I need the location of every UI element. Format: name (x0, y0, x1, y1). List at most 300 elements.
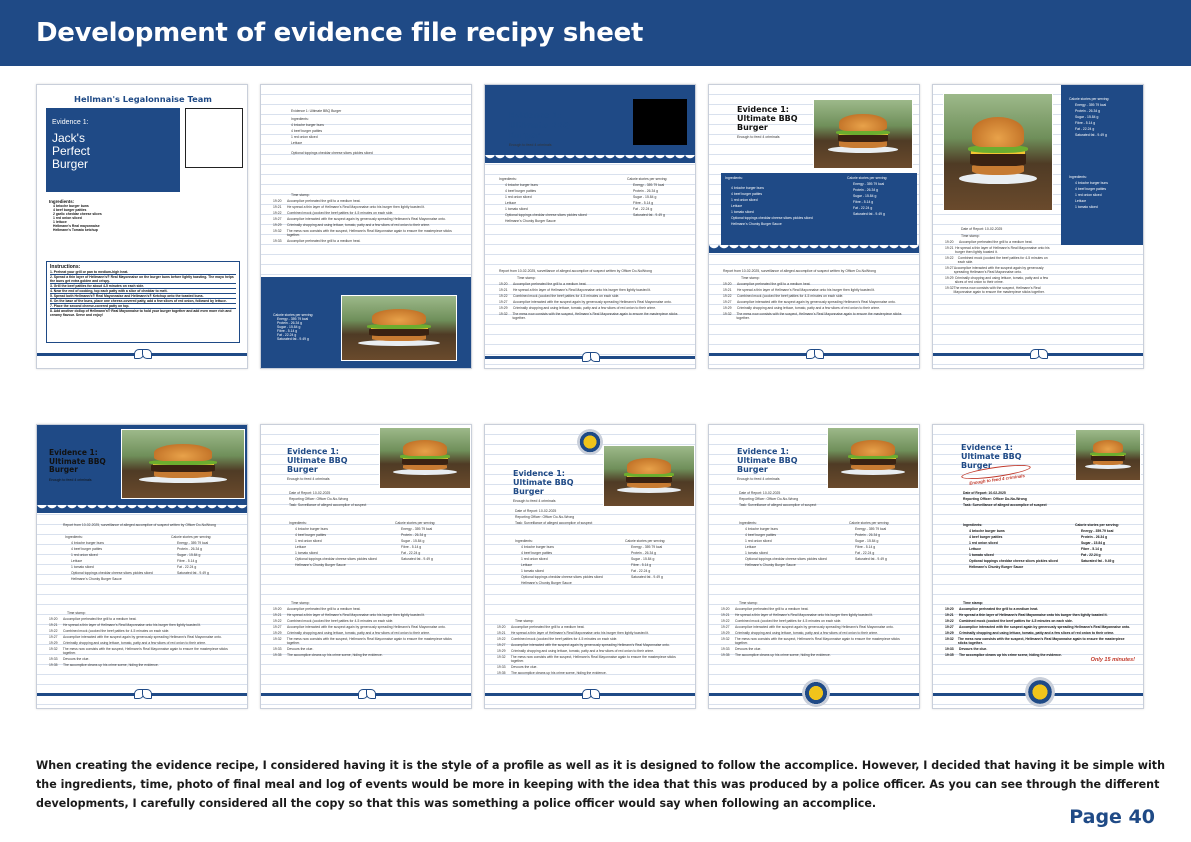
evidence-title: Evidence 1: (737, 447, 789, 456)
log-row: 19:20 Accomplice preheated the grill to a medium heat. (723, 282, 811, 286)
ingredient-item: 1 red onion sliced (291, 135, 318, 139)
log-row: 19:35 The accomplice cleans up his crime scene, hiding the evidence. (273, 653, 383, 657)
calorie-item: Sugar - 15.84 g (277, 325, 301, 329)
calorie-item: Protein - 26.34 g (631, 551, 657, 555)
instruction-step: 7. Place the second cheese-covered patty on top. (50, 304, 236, 309)
officer-line: Reporting Officer: Officer Do-No-Wrong (739, 497, 799, 501)
ingredient-item: Optional toppings cheddar cheese slices pickles sliced (505, 213, 587, 217)
bow-icon (358, 689, 376, 699)
draft-sheet-8 (484, 424, 696, 709)
log-row: 19:27 Accomplice interacted with the suspect again by generously spreading Hellmann's Real Mayonnaise onto. (273, 217, 446, 221)
ingredient-item: Optional toppings cheddar cheese slices pickles sliced (291, 151, 373, 155)
time-stamp-heading: Time stamp: (291, 193, 310, 197)
ingredient-item: 4 brioche burger buns (969, 529, 1005, 533)
time-stamp-heading: Time stamp: (963, 601, 983, 605)
calorie-item: Energy - 359.79 kcal (631, 545, 663, 549)
ingredient-item: Hellmann's Chunky Burger Sauce (731, 222, 782, 226)
calorie-item: Sugar - 15.84 g (853, 194, 877, 198)
log-row: 19:20 Accomplice preheated the grill to a medium heat. (945, 607, 1039, 611)
log-row: 19:29 Criminally chopping and using lettuce, tomato, patty and a few slices of red onion to their crime. (945, 631, 1115, 635)
log-row: 19:22 Combined mock (cooked the beef patties for 4-5 minutes on each side. (721, 619, 842, 623)
calories-heading: Calorie stories per serving: (1075, 523, 1119, 527)
ingredient-item: 1 tomato sliced (969, 553, 994, 557)
instruction-step: 8. Add another dollop of Hellmann's® Real Mayonnaise to hold your burger together and add even more rich and creamy flavour. Serve and enjoy! (50, 309, 232, 317)
evidence-title: Evidence 1: (961, 443, 1013, 452)
time-stamp-heading: Time stamp: (739, 601, 758, 605)
ingredients-heading: Ingredients: (289, 521, 307, 525)
sheet9-log (721, 601, 911, 657)
log-row: 19:29 Criminally chopping and using lettuce, tomato, patty and a few slices of red onion to their crime. (273, 631, 431, 635)
stamp-text: Enough to feed 4 criminals (968, 473, 1026, 486)
draft-sheet-3 (484, 84, 696, 369)
sheet4-log (723, 269, 909, 320)
instructions-heading: Instructions: (50, 264, 81, 270)
date-line: Date of Report: 10-02-2025 (515, 509, 557, 513)
calorie-item: Saturated fat - 9.49 g (633, 213, 665, 217)
sheet6-title (49, 449, 109, 482)
sheet3-ingredients (499, 177, 595, 223)
sheet7-calories (395, 521, 435, 561)
log-row: 19:32 The mess now consists with the suspect, Hellmann's Real Mayonnaise again to ensure the masterpiece sticks together. (945, 637, 1125, 645)
instruction-step: 1. Preheat your grill or pan to medium-high heat. (50, 270, 236, 275)
calorie-item: Sugar - 15.84 g (1081, 541, 1106, 545)
only-15-minutes-label: Only 15 minutes! (1090, 657, 1135, 663)
sheet6-ingredients (65, 535, 153, 581)
ingredient-item: Hellmann's Chunky Burger Sauce (505, 219, 556, 223)
task-line: Task: Surveillance of alleged accomplice of suspect (515, 521, 593, 525)
ingredient-item: Lettuce (71, 559, 83, 563)
calorie-item: Sugar - 15.84 g (855, 539, 879, 543)
calorie-item: Saturated fat - 9.49 g (853, 212, 885, 216)
page-number: Page 40 (1069, 806, 1155, 828)
profile-panel (46, 108, 180, 192)
police-crest-icon (577, 429, 603, 455)
police-crest-icon (802, 679, 830, 707)
time-stamp-heading: Time stamp: (961, 234, 980, 238)
evidence-title: Ultimate BBQ Burger (513, 478, 574, 496)
date-line: Date of Report: 10-02-2025 (961, 227, 1003, 231)
ingredients-panel (721, 173, 917, 245)
ingredient-item: 4 beef burger patties (505, 189, 537, 193)
burger-photo (121, 429, 245, 499)
ingredients-heading: Ingredients: (291, 117, 309, 121)
calorie-item: Protein - 26.34 g (853, 188, 879, 192)
ingredient-item: Lettuce (1075, 199, 1087, 203)
sheet2-log (273, 193, 463, 243)
log-row: 19:27 Accomplice interacted with the suspect again by generously spreading Hellmann's Real Mayonnaise onto. (945, 266, 1044, 274)
calorie-item: Sugar - 15.84 g (633, 195, 657, 199)
sheet9-report-meta (739, 491, 816, 507)
evidence-title: Evidence 1: (287, 447, 339, 456)
instructions-box (46, 261, 240, 343)
ingredient-item: Optional toppings cheddar cheese slices pickles sliced (295, 557, 377, 561)
calorie-item: Sugar - 15.84 g (631, 557, 655, 561)
enough-line: Enough to feed 4 criminals (49, 477, 92, 482)
ingredient-item: 2 garlic cheddar cheese slices (53, 212, 102, 216)
burger-photo (379, 427, 471, 489)
calorie-item: Fat - 22.24 g (853, 206, 873, 210)
ingredient-item: 4 brioche burger buns (731, 186, 764, 190)
evidence-title: Evidence 1: Ultimate BBQ Burger (509, 111, 570, 140)
log-row: 19:21 He spread a thin layer of Hellmann's Real Mayonnaise onto his burger then lightly toasted it. (497, 631, 650, 635)
instruction-step: 4. Near the end of cooking, top each patty with a slice of cheddar to melt. (50, 289, 236, 294)
officer-line: Reporting Officer: Officer Do-No-Wrong (289, 497, 349, 501)
calorie-item: Fat - 22.24 g (1075, 127, 1095, 131)
ingredients-list (731, 184, 813, 226)
calories-heading: Calorie stories per serving: (847, 176, 888, 180)
time-stamp-heading: Time stamp: (291, 601, 310, 605)
ingredient-item: Lettuce (731, 204, 743, 208)
log-row: 19:32 The mess now consists with the suspect, Hellmann's Real Mayonnaise again to ensure the masterpiece sticks together. (945, 286, 1045, 294)
calories-heading: Calorie stories per serving: (1069, 97, 1110, 101)
sheet7-title (287, 447, 377, 481)
log-row: 19:20 Accomplice preheated the grill to a medium heat. (945, 240, 1033, 244)
ingredient-item: 4 beef burger patties (295, 533, 327, 537)
log-row: 19:21 He spread a thin layer of Hellmann's Real Mayonnaise onto his burger then lightly toasted it. (273, 613, 426, 617)
ingredient-item: 1 red onion sliced (53, 216, 82, 220)
calorie-item: Fibre - 5.14 g (631, 563, 652, 567)
ingredient-item: 1 tomato sliced (521, 569, 544, 573)
draft-sheet-2 (260, 84, 472, 369)
sheet1-ingredients (49, 200, 102, 232)
ingredients-heading: Ingredients: (1069, 175, 1087, 179)
calorie-item: Protein - 26.34 g (177, 547, 203, 551)
log-row: 19:32 The mess now consists with the suspect, Hellmann's Real Mayonnaise again to ensure the masterpiece sticks together. (273, 637, 452, 645)
log-row: 19:32 The mess now consists with the suspect, Hellmann's Real Mayonnaise again to ensure the masterpiece sticks together. (49, 647, 228, 655)
ingredient-item: Lettuce (505, 201, 517, 205)
calorie-item: Fat - 22.24 g (631, 569, 651, 573)
calorie-item: Energy - 359.79 kcal (277, 317, 309, 321)
time-stamp-heading: Time stamp: (515, 619, 534, 623)
ingredient-item: 4 beef burger patties (1075, 187, 1107, 191)
ingredient-item: 1 tomato sliced (1075, 205, 1098, 209)
calorie-item: Fat - 22.24 g (401, 551, 421, 555)
draft-sheet-7 (260, 424, 472, 709)
log-row: 19:32 The mess now consists with the suspect, Hellmann's Real Mayonnaise again to ensure the masterpiece sticks together. (723, 312, 902, 320)
calorie-item: Fibre - 5.14 g (853, 200, 874, 204)
ingredient-item: Hellmann's Chunky Burger Sauce (969, 565, 1024, 569)
calorie-item: Fibre - 5.14 g (1081, 547, 1102, 551)
ingredients-heading: Ingredients: (499, 177, 517, 181)
officer-line: Reporting Officer: Officer Do-No-Wrong (963, 497, 1027, 501)
sheet10-calories (1075, 523, 1119, 563)
ingredient-item: 1 tomato sliced (505, 207, 528, 211)
calorie-item: Sugar - 15.84 g (1075, 115, 1099, 119)
calorie-item: Fibre - 5.14 g (1075, 121, 1096, 125)
ingredient-item: 4 beef burger patties (969, 535, 1003, 539)
calorie-item: Fat - 22.24 g (177, 565, 197, 569)
sheet10-report-meta (963, 491, 1047, 507)
enough-line: Enough to feed 4 criminals (737, 477, 780, 481)
log-row: 19:33 Devours the clue. (497, 665, 538, 669)
log-row: 19:35 The accomplice cleans up his crime scene, hiding the evidence. (945, 653, 1062, 657)
calorie-item: Saturated fat - 9.49 g (177, 571, 209, 575)
log-row: 19:27 Accomplice interacted with the suspect again by generously spreading Hellmann's Real Mayonnaise onto. (721, 625, 894, 629)
calorie-item: Energy - 359.79 kcal (633, 183, 665, 187)
calorie-item: Saturated fat - 9.49 g (401, 557, 433, 561)
calorie-item: Saturated fat - 9.49 g (1075, 133, 1107, 137)
burger-photo (603, 445, 695, 507)
log-row: 19:20 Accomplice preheated the grill to a medium heat. (273, 199, 361, 203)
burger-photo (813, 99, 913, 169)
log-row: 19:22 Combined mock (cooked the beef patties for 4-5 minutes on each side. (497, 637, 618, 641)
photo-placeholder (185, 108, 243, 168)
log-row: 19:21 He spread a thin layer of Hellmann's Real Mayonnaise onto his burger then lightly toasted it. (945, 246, 1050, 254)
ingredient-item: Hellmann's Real mayonnaise (53, 224, 100, 228)
sheet3-title (509, 111, 589, 147)
evidence-title-small: Evidence 1: Ultimate BBQ Burger (291, 109, 342, 113)
log-row: 19:27 Accomplice interacted with the suspect again by generously spreading Hellmann's Real Mayonnaise onto. (49, 635, 222, 639)
ingredient-item: Lettuce (745, 545, 757, 549)
ingredients-heading: Ingredients: (49, 199, 75, 204)
log-row: 19:32 The mess now consists with the suspect, Hellmann's Real Mayonnaise again to ensure the masterpiece sticks together. (721, 637, 900, 645)
log-row: 19:21 He spread a thin layer of Hellmann's Real Mayonnaise onto his burger then lightly toasted it. (723, 288, 876, 292)
log-row: 19:27 Accomplice interacted with the suspect again by generously spreading Hellmann's Real Mayonnaise onto. (723, 300, 896, 304)
report-line: Report from 10-02-2025, surveillance of alleged accomplice of suspect written by Officer Do-NoWrong (63, 523, 216, 527)
sheet6-report (63, 523, 243, 527)
wave-divider (485, 155, 695, 163)
wave-divider (37, 505, 247, 513)
ingredient-item: Hellmann's Chunky Burger Sauce (745, 563, 796, 567)
evidence-title: Evidence 1: (49, 448, 98, 457)
log-row: 19:22 Combined mock (cooked the beef patties for 4-5 minutes on each side. (499, 294, 620, 298)
burger-photo (827, 427, 919, 489)
evidence-title: Evidence 1: (513, 469, 565, 478)
calorie-item: Fibre - 5.14 g (277, 329, 298, 333)
sheet8-log (497, 619, 687, 675)
sheet4-title (737, 105, 809, 139)
calorie-item: Energy - 359.79 kcal (1075, 103, 1107, 107)
calorie-item: Protein - 26.34 g (401, 533, 427, 537)
sheet8-ingredients (515, 539, 603, 585)
log-row: 19:20 Accomplice preheated the grill to a medium heat. (499, 282, 587, 286)
ingredient-item: 1 red onion sliced (505, 195, 532, 199)
sheet6-calories (171, 535, 211, 575)
ingredients-heading: Ingredients: (963, 523, 983, 527)
ingredient-item: Hellmann's Chunky Burger Sauce (71, 577, 122, 581)
image-placeholder-black (633, 99, 687, 145)
sheet9-calories (849, 521, 889, 561)
draft-sheet-9 (708, 424, 920, 709)
log-row: 19:29 Criminally chopping and using lettuce, tomato, patty and a few slices of red onion to their crime. (945, 276, 1049, 284)
ingredient-item: 1 tomato sliced (731, 210, 754, 214)
enough-line: Enough to feed 4 criminals (509, 143, 552, 147)
ingredients-heading: Ingredients: (65, 535, 83, 539)
log-row: 19:27 Accomplice interacted with the suspect again by generously spreading Hellmann's Real Mayonnaise onto. (497, 643, 670, 647)
bow-icon (134, 689, 152, 699)
calorie-item: Protein - 26.34 g (277, 321, 303, 325)
date-line: Date of Report: 10-02-2025 (963, 491, 1006, 495)
ingredient-item: 1 tomato sliced (745, 551, 768, 555)
log-row: 19:35 The accomplice cleans up his crime scene, hiding the evidence. (721, 653, 831, 657)
calorie-item: Saturated fat - 9.49 g (277, 337, 309, 341)
ingredient-item: 1 red onion sliced (969, 541, 998, 545)
log-row: 19:27 Accomplice interacted with the suspect again by generously spreading Hellmann's Real Mayonnaise onto. (499, 300, 672, 304)
log-row: 19:20 Accomplice preheated the grill to a medium heat. (49, 617, 137, 621)
log-row: 19:29 Criminally chopping and using lettuce, tomato, patty and a few slices of red onion to their crime. (497, 649, 655, 653)
ingredient-item: 1 red onion sliced (71, 553, 98, 557)
calories-heading: Calorie stories per serving: (849, 521, 890, 525)
ingredient-item: 4 beef burger patties (291, 129, 323, 133)
ingredient-item: 4 brioche burger buns (1075, 181, 1108, 185)
log-row: 19:33 Devours the clue. (49, 657, 90, 661)
log-row: 19:22 Combined mock (cooked the beef patties for 4-5 minutes on each side. (723, 294, 844, 298)
draft-sheet-10 (932, 424, 1144, 709)
ingredient-item: 1 red onion sliced (731, 198, 758, 202)
sheet7-report-meta (289, 491, 366, 507)
log-row: 19:32 The mess now consists with the suspect, Hellmann's Real Mayonnaise again to ensure the masterpiece sticks together. (497, 655, 676, 663)
log-row: 19:29 Criminally chopping and using lettuce, tomato, patty and a few slices of red onion to their crime. (721, 631, 879, 635)
ingredient-item: Lettuce (291, 141, 303, 145)
log-row: 19:22 Combined mock (cooked the beef patties for 4-5 minutes on each side. (49, 629, 170, 633)
calorie-item: Energy - 359.79 kcal (855, 527, 887, 531)
wave-divider (709, 245, 919, 253)
ingredient-item: 1 lettuce (53, 220, 67, 224)
log-row: 19:20 Accomplice preheated the grill to a medium heat. (273, 607, 361, 611)
ingredient-item: 1 red onion sliced (1075, 193, 1102, 197)
calories-heading: Calorie stories per serving: (171, 535, 212, 539)
calorie-item: Fat - 22.24 g (855, 551, 875, 555)
date-line: Date of Report: 10-02-2025 (289, 491, 331, 495)
log-row: 19:20 Accomplice preheated the grill to a medium heat. (497, 625, 585, 629)
ingredient-item: 4 brioche burger buns (71, 541, 104, 545)
log-row: 19:29 Criminally chopping and using lettuce, tomato, patty and a few slices of red onion to their crime. (273, 223, 431, 227)
calorie-item: Fibre - 5.14 g (401, 545, 422, 549)
calorie-item: Protein - 26.34 g (855, 533, 881, 537)
sheet8-calories (625, 539, 665, 579)
log-row: 19:33 Devours the clue. (721, 647, 762, 651)
draft-sheet-5 (932, 84, 1144, 369)
enough-line: Enough to feed 4 criminals (513, 499, 556, 503)
calorie-item: Fat - 22.24 g (277, 333, 297, 337)
ingredient-item: Lettuce (295, 545, 307, 549)
log-row: 19:27 Accomplice interacted with the suspect again by generously spreading Hellmann's Real Mayonnaise onto. (273, 625, 446, 629)
bow-icon (134, 349, 152, 359)
wave-divider (261, 277, 471, 285)
ingredient-item: 1 tomato sliced (295, 551, 318, 555)
calorie-item: Saturated fat - 9.49 g (855, 557, 887, 561)
log-row: 19:22 Combined mock (cooked the beef patties for 4-5 minutes on each side. (945, 256, 1048, 264)
log-row: 19:29 Criminally chopping and using lettuce, tomato, patty and a few slices of red onion to their crime. (49, 641, 207, 645)
instruction-step: 2. Spread a thin layer of Hellmann's® Real Mayonnaise on the burger buns before lightly toasting. The mayo helps the buns get extra golden and crispy. (50, 275, 236, 284)
calorie-item: Energy - 359.79 kcal (853, 182, 885, 186)
ingredient-item: 4 brioche burger buns (745, 527, 778, 531)
time-stamp-heading: Time stamp: (517, 276, 536, 280)
draft-sheet-4 (708, 84, 920, 369)
ingredient-item: Hellmann's Tomato ketchup (53, 228, 98, 232)
ingredient-item: 4 beef burger patties (731, 192, 763, 196)
task-line: Task: Surveillance of alleged accomplice of suspect (289, 503, 367, 507)
calorie-item: Sugar - 15.84 g (401, 539, 425, 543)
ingredient-item: Hellmann's Chunky Burger Sauce (521, 581, 572, 585)
sheet2-ingredients (291, 109, 373, 155)
evidence-title: Ultimate BBQ Burger (737, 456, 798, 474)
report-line: Report from 10-02-2025, surveillance of alleged accomplice of suspect written by Officer Do-NoWrong (723, 269, 876, 273)
calorie-item: Saturated fat - 9.49 g (631, 575, 663, 579)
ingredients-heading: Ingredients: (725, 176, 743, 180)
profile-burger-name: Jack's Perfect Burger (52, 131, 91, 171)
log-row: 19:29 Criminally chopping and using lettuce, tomato, patty and a few slices of red onion to their crime. (723, 306, 881, 310)
log-row: 19:32 The mess now consists with the suspect, Hellmann's Real Mayonnaise again to ensure the masterpiece sticks together. (273, 229, 452, 237)
time-stamp-heading: Time stamp: (67, 611, 86, 615)
log-row: 19:20 Accomplice preheated the grill to a medium heat. (721, 607, 809, 611)
log-row: 19:33 Accomplice preheated the grill to a medium heat. (273, 239, 361, 243)
log-row: 19:27 Accomplice interacted with the suspect again by generously spreading Hellmann's Real Mayonnaise onto. (945, 625, 1131, 629)
calorie-item: Energy - 359.79 kcal (177, 541, 209, 545)
ingredient-item: 4 brioche burger buns (295, 527, 328, 531)
calories-list (1069, 97, 1109, 137)
body-paragraph: When creating the evidence recipe, I considered having it is the style of a profile as well as it is designed to follow the accomplice. However, I decided that having it be simple with the ingredients, time, photo of final meal and log of events would be more in keeping with the idea that this was produced by a police officer. As you can see through the different developments, I carefully considered all the copy so that this was something a police officer would say when following an accomplice. (36, 759, 1165, 810)
log-row: 19:22 Combined mock (cooked the beef patties for 4-5 minutes on each side. (945, 619, 1073, 623)
ingredient-item: Optional toppings cheddar cheese slices pickles sliced (745, 557, 827, 561)
police-crest-icon (1025, 677, 1055, 707)
ingredients-heading: Ingredients: (515, 539, 533, 543)
team-title: Hellman's Legalonnaise Team (74, 94, 212, 104)
calorie-item: Energy - 359.79 kcal (401, 527, 433, 531)
burger-photo (341, 295, 457, 361)
ingredient-item: 1 tomato sliced (71, 565, 94, 569)
ingredient-item: Optional toppings cheddar cheese slices pickles sliced (521, 575, 603, 579)
calories-heading: Calorie stories per serving: (625, 539, 666, 543)
calorie-item: Protein - 26.34 g (1081, 535, 1108, 539)
officer-line: Reporting Officer: Officer Do-No-Wrong (515, 515, 575, 519)
burger-photo (1075, 429, 1141, 481)
sheet8-report-meta (515, 509, 592, 525)
sheet10-log (945, 601, 1135, 657)
instruction-step: 3. Grill the beef patties for about 4-5 minutes on each side. (50, 284, 236, 289)
bow-icon (806, 349, 824, 359)
log-row: 19:21 He spread a thin layer of Hellmann's Real Mayonnaise onto his burger then lightly toasted it. (721, 613, 874, 617)
blue-side-panel (1061, 85, 1144, 245)
calorie-item: Saturated fat - 9.49 g (1081, 559, 1115, 563)
task-line: Task: Surveillance of alleged accomplice of suspect (739, 503, 817, 507)
calories-list (847, 176, 887, 216)
log-row: 19:22 Combined mock (cooked the beef patties for 4-5 minutes on each side. (273, 619, 394, 623)
sheet3-calories (627, 177, 667, 217)
calorie-item: Fibre - 5.14 g (633, 201, 654, 205)
ingredient-item: 1 red onion sliced (745, 539, 772, 543)
enough-line: Enough to feed 4 criminals (287, 477, 330, 481)
log-row: 19:22 Combined mock (cooked the beef patties for 4-5 minutes on each side. (273, 211, 394, 215)
log-row: 19:33 Devours the clue. (945, 647, 988, 651)
ingredient-item: Optional toppings cheddar cheese slices pickles sliced (71, 571, 153, 575)
sheet9-ingredients (739, 521, 827, 567)
date-line: Date of Report: 10-02-2025 (739, 491, 781, 495)
sheet6-log (49, 611, 239, 667)
sheet7-ingredients (289, 521, 377, 567)
task-line: Task: Surveillance of alleged accomplice of suspect (963, 503, 1047, 507)
evidence-title: Ultimate BBQ Burger (49, 456, 106, 474)
ingredient-item: 4 brioche burger buns (521, 545, 554, 549)
instruction-step: 6. On the base of the buns, place one cheese-covered patty, add a few slices of red onion, followed by lettuce. (50, 299, 236, 304)
log-row: 19:35 The accomplice cleans up his crime scene, hiding the evidence. (497, 671, 607, 675)
calories-heading: Calorie stories per serving: (395, 521, 436, 525)
draft-sheet-1 (36, 84, 248, 369)
ingredient-item: 4 beef burger patties (521, 551, 553, 555)
log-row: 19:21 He spread a thin layer of Hellmann's Real Mayonnaise onto his burger then lightly toasted it. (945, 613, 1108, 617)
enough-line: Enough to feed 4 criminals (737, 135, 780, 139)
ingredient-item: Lettuce (969, 547, 982, 551)
calories-heading: Calorie stories per serving: (627, 177, 668, 181)
ingredient-item: Lettuce (521, 563, 533, 567)
calorie-item: Protein - 26.34 g (1075, 109, 1101, 113)
burger-photo (943, 93, 1053, 211)
evidence-title: Evidence 1: Ultimate BBQ Burger (737, 105, 798, 132)
calorie-item: Fibre - 5.14 g (855, 545, 876, 549)
calorie-item: Fat - 22.24 g (633, 207, 653, 211)
ingredient-item: Optional toppings cheddar cheese slices pickles sliced (969, 559, 1058, 563)
sheet2-calories (273, 313, 313, 341)
